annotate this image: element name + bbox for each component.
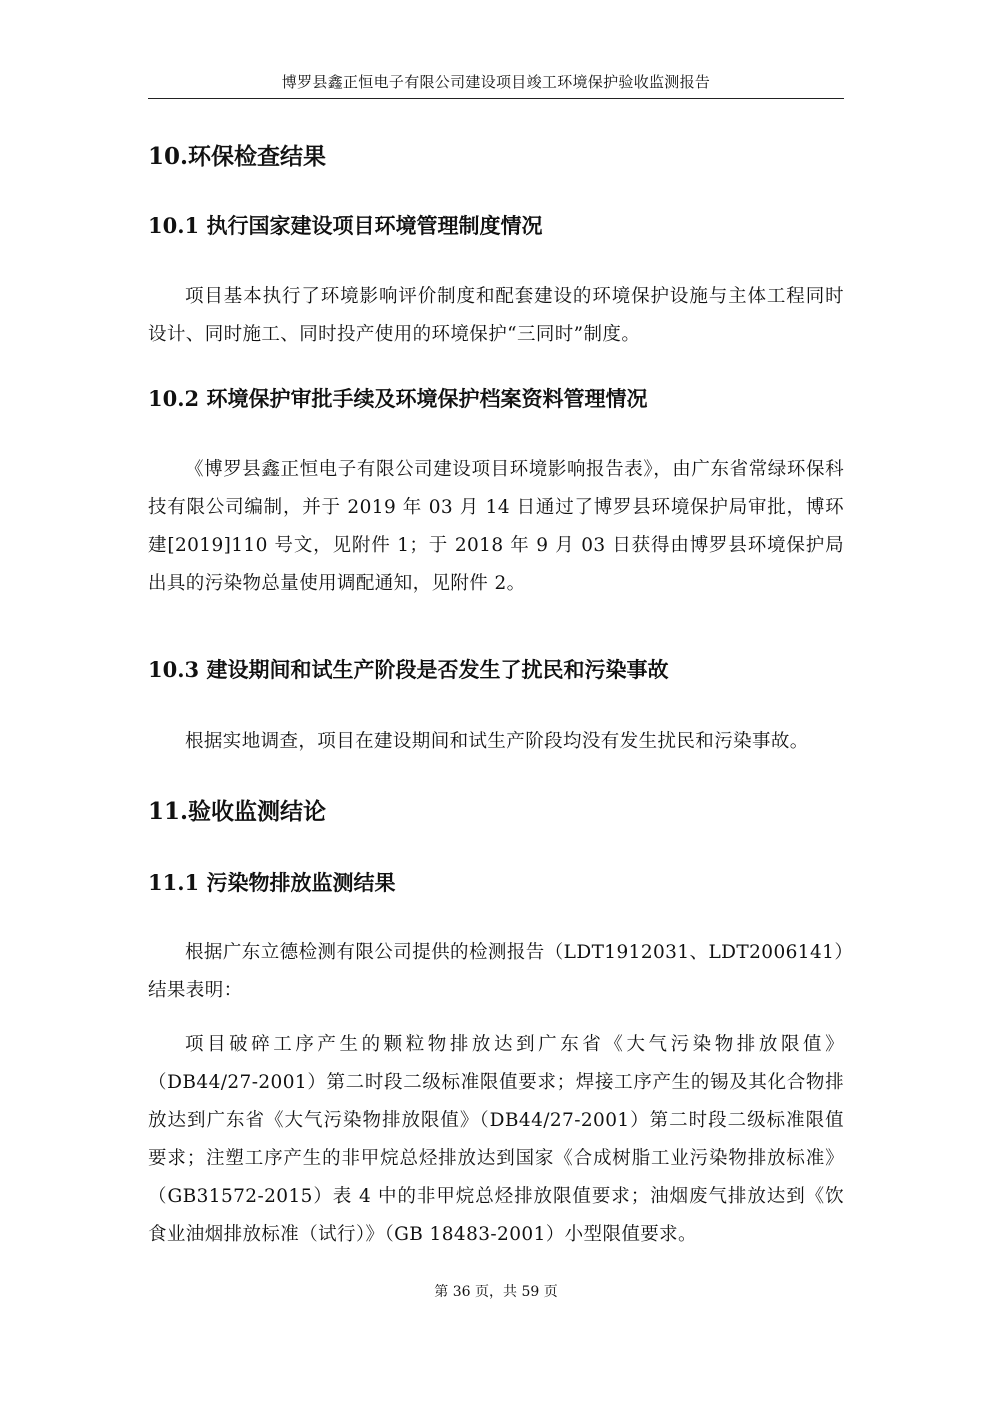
paragraph-10-2: 《博罗县鑫正恒电子有限公司建设项目环境影响报告表》，由广东省常绿环保科技有限公司编制，并于 2019 年 03 月 14 日通过了博罗县环境保护局审批，博环建[2019]110 号文，见附件 1；于 2018 年 9 月 03 日获得由博罗县环境保护局出具的污染物总量使用调配通知，见附件 2。 [148,459,844,594]
paragraph-10-3: 根据实地调查，项目在建设期间和试生产阶段均没有发生扰民和污染事故。 [185,731,809,752]
section-heading-10-3: 10.3 建设期间和试生产阶段是否发生了扰民和污染事故 [148,657,669,682]
section-heading-10-2: 10.2 环境保护审批手续及环境保护档案资料管理情况 [148,386,648,411]
section-heading-11: 11.验收监测结论 [148,798,327,825]
section-heading-10: 10.环保检查结果 [148,143,327,170]
paragraph-11-1-intro: 根据广东立德检测有限公司提供的检测报告（LDT1912031、LDT2006141）结果表明： [148,942,844,1001]
section-heading-10-1: 10.1 执行国家建设项目环境管理制度情况 [148,213,543,238]
paragraph-10-1: 项目基本执行了环境影响评价制度和配套建设的环境保护设施与主体工程同时设计、同时施工、同时投产使用的环境保护“三同时”制度。 [148,286,844,345]
section-heading-11-1: 11.1 污染物排放监测结果 [148,870,396,895]
page-header: 博罗县鑫正恒电子有限公司建设项目竣工环境保护验收监测报告 [148,72,844,99]
paragraph-11-1-results: 项目破碎工序产生的颗粒物排放达到广东省《大气污染物排放限值》（DB44/27-2001）第二时段二级标准限值要求；焊接工序产生的锡及其化合物排放达到广东省《大气污染物排放限值》（DB44/27-2001）第二时段二级标准限值要求；注塑工序产生的非甲烷总烃排放达到国家《合成树脂工业污染物排放标准》（GB31572-2015）表 4 中的非甲烷总烃排放限值要求；油烟废气排放达到《饮食业油烟排放标准（试行）》（GB 18483-2001）小型限值要求。 [148,1034,844,1245]
page-number: 第 36 页，共 59 页 [434,1284,558,1300]
